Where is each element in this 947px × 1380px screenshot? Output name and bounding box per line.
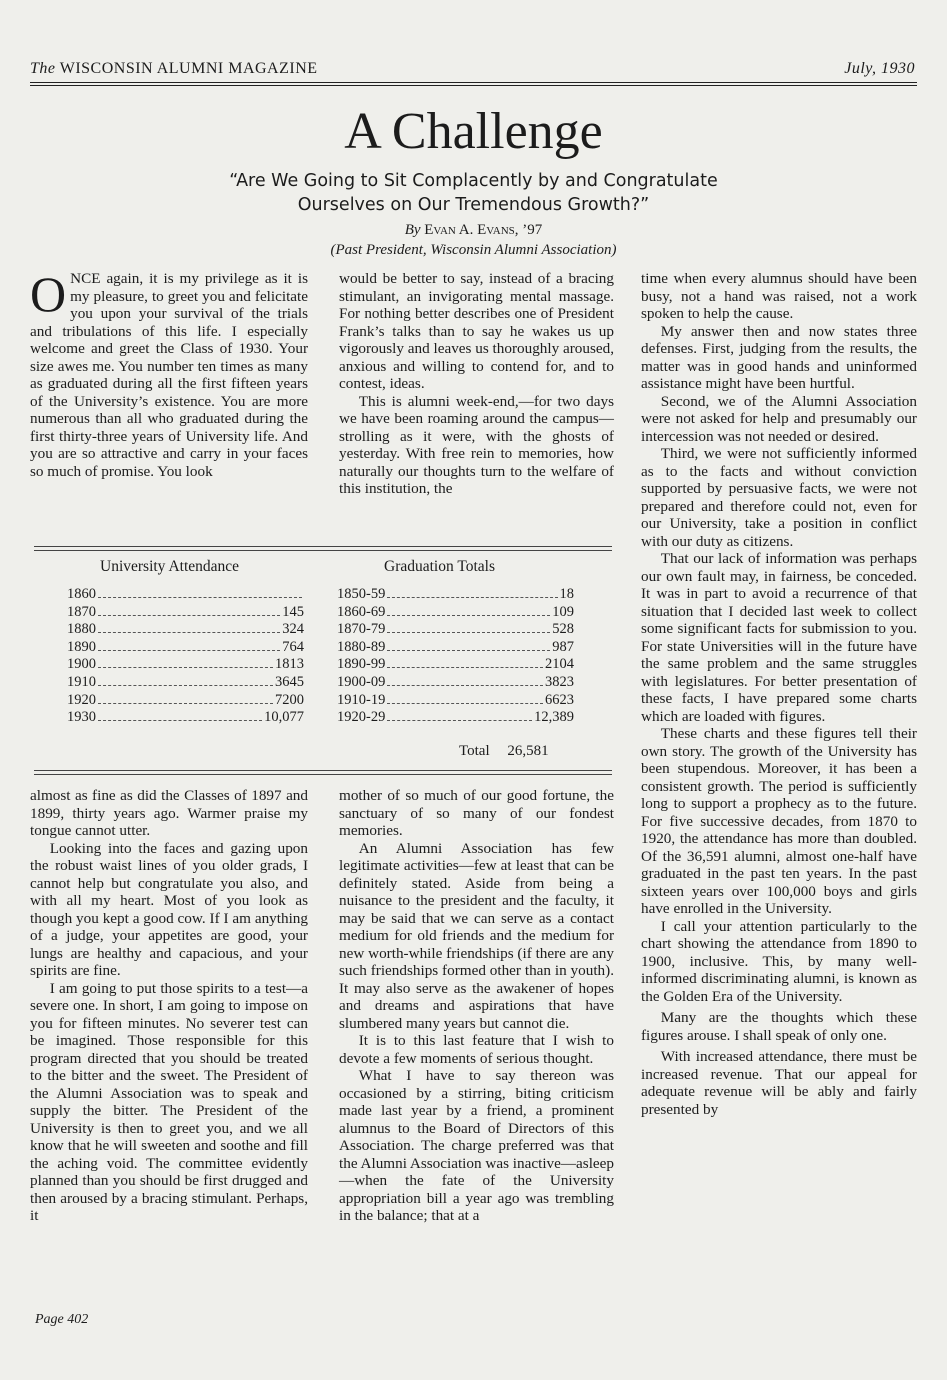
column-3 <box>641 270 917 1118</box>
table-row <box>67 692 304 710</box>
running-header <box>30 60 917 82</box>
paragraph: With increased attendance, there must be increased revenue. That our appeal for adequate revenue will be ably and fairly presented by <box>641 1048 917 1118</box>
row-value: 7200 <box>275 691 304 708</box>
row-value: 528 <box>552 621 574 638</box>
table-row <box>67 586 304 604</box>
leader-dots <box>387 615 550 616</box>
table-top-rule-double <box>34 550 612 551</box>
header-rule-double <box>30 85 917 86</box>
leader-dots <box>387 650 550 651</box>
leader-dots <box>98 685 273 686</box>
leader-dots <box>98 597 302 598</box>
byline: By Evan A. Evans, ’97 <box>404 222 543 238</box>
leader-dots <box>98 650 280 651</box>
column-1-top <box>30 266 308 480</box>
paragraph: mother of so much of our good fortune, the sanctuary of so many of our fondest memories. <box>339 787 614 839</box>
row-value: 10,077 <box>264 709 304 726</box>
table-bottom-rule-double <box>34 774 612 775</box>
row-label: 1910-19 <box>337 691 386 708</box>
leader-dots <box>387 685 543 686</box>
row-value: 18 <box>559 586 574 602</box>
article-subtitle: “Are We Going to Sit Complacently by and Congratulate Ourselves on Our Tremendous Growth?” <box>229 171 718 215</box>
paragraph: time when every alumnus should have been busy, not a hand was raised, not a work spoken to help the cause. <box>641 270 917 322</box>
article-title: A Challenge <box>344 103 603 160</box>
leader-dots <box>98 667 273 668</box>
paragraph: Third, we were not sufficiently informed as to the facts and without conviction supported by persuasive facts, we were not prepared and therefore could not, even for our University, take a position in conflict with our duty as citizens. <box>641 445 917 550</box>
table-row <box>337 586 574 604</box>
graduation-list <box>337 586 574 727</box>
paragraph: These charts and these figures tell their own story. The growth of the University has been stupendous. Moreover, it has been a consistent growth. The period is sufficiently long to support a prophecy as to the future. For five successive decades, from 1870 to 1920, the attendance has more than doubled. Of the 36,591 alumni, almost one-half have graduated in the past ten years. In the past sixteen years over 100,000 boys and girls have enrolled in the University. <box>641 725 917 917</box>
row-label: 1850-59 <box>337 586 386 602</box>
paragraph: would be better to say, instead of a bracing stimulant, an invigorating mental massage. For nothing better describes one of President Frank’s talks than to say he wakes us up vigorously and leaves us thoroughly aroused, anxious and willing to contend for, and to contest, ideas. <box>339 270 615 392</box>
table-row <box>337 604 574 622</box>
row-label: 1870 <box>67 603 96 620</box>
leader-dots <box>387 720 532 721</box>
row-value: 2104 <box>545 656 574 673</box>
row-value: 3645 <box>275 673 304 690</box>
row-label: 1890-99 <box>337 656 386 673</box>
table-row <box>67 639 304 657</box>
drop-cap: O <box>30 266 67 322</box>
row-label: 1860-69 <box>337 603 386 620</box>
leader-dots <box>98 703 273 704</box>
row-value: 324 <box>282 621 304 638</box>
table-row <box>67 604 304 622</box>
table-row <box>337 709 574 727</box>
paragraph: This is alumni week-end,—for two days we have been roaming around the campus—strolling as it were, with the ghosts of yesterday. With free rein to memories, how naturally our thoughts turn to the welfare of this institution, the <box>339 392 614 497</box>
column-2-top <box>339 270 614 498</box>
leader-dots <box>387 703 543 704</box>
row-value: 12,389 <box>534 709 574 726</box>
header-rule <box>30 82 917 83</box>
paragraph: Many are the thoughts which these figures arouse. I shall speak of only one. <box>641 1009 917 1044</box>
issue-date: July, 1930 <box>844 60 915 77</box>
paragraph: An Alumni Association has few legitimate activities—few at least that can be definitely stated. Aside from being a nuisance to the president and the faculty, it may be said that we can serve as a contact medium for old friends and the medium for new worth-while friendships (if there are any such friendships formed other than in youth). It may also serve as the awakener of hopes and dreams and aspirations that have slumbered many years but cannot die. <box>339 839 614 1032</box>
row-label: 1930 <box>67 709 96 726</box>
paragraph: I am going to put those spirits to a test—a severe one. In short, I am going to impose on you for fifteen minutes. No severer test can be imagined. Those responsible for this program directed that you should be treated to the bitter and the sweet. The President of the Alumni Association was to speak and supply the bitter. The President of the University is then to greet you, and we all know that he will sweeten and soothe and fill the aching void. The committee evidently planned than you should be first drugged and then aroused by a bracing stimulant. Perhaps, it <box>30 979 308 1224</box>
author-name: Evan A. Evans, ’97 <box>424 222 543 238</box>
total-value: 26,581 <box>507 743 549 759</box>
leader-dots <box>387 632 550 633</box>
paragraph: Looking into the faces and gazing upon the robust waist lines of you older grads, I cannot help but congratulate you also, and with all my heart. Most of you look as though you kept a good cow. If I am anything of a judge, your appetites are good, your lungs are healthy and capacious, and your spirits are fine. <box>30 839 308 979</box>
table-row <box>337 639 574 657</box>
row-label: 1890 <box>67 638 96 655</box>
graduation-heading: Graduation Totals <box>384 558 495 575</box>
row-label: 1870-79 <box>337 621 386 638</box>
row-value: 3823 <box>545 673 574 690</box>
total-label: Total <box>459 743 490 759</box>
table-row <box>67 674 304 692</box>
table-top-rule <box>34 546 612 547</box>
magazine-name: The WISCONSIN ALUMNI MAGAZINE <box>30 60 318 77</box>
row-label: 1880 <box>67 621 96 638</box>
paragraph: What I have to say thereon was occasioned by a stirring, biting criticism made last year by a friend, a prominent alumnus to the Board of Directors of this Association. The charge preferred was that the Alumni Association was inactive—asleep—when the fate of the University appropriation bill a year ago was trembling in the balance; that at a <box>339 1067 615 1224</box>
page-number: Page 402 <box>35 1312 89 1327</box>
row-value: 145 <box>282 603 304 620</box>
table-row <box>67 621 304 639</box>
row-label: 1900-09 <box>337 673 386 690</box>
row-value: 987 <box>552 638 574 655</box>
paragraph: That our lack of information was perhaps our own fault may, in fairness, be conceded. It was in part to avoid a recurrence of that situation that I decided last week to collect some significant facts for submission to you. For state Universities will in the future have the same problem and the same struggles with legislatures. For better presentation of these facts, I have prepared some charts which are loaded with figures. <box>641 550 917 725</box>
row-label: 1910 <box>67 673 96 690</box>
table-row <box>337 656 574 674</box>
column-2-bottom <box>339 787 614 1225</box>
author-role: (Past President, Wisconsin Alumni Association) <box>330 242 617 258</box>
row-label: 1860 <box>67 586 96 602</box>
table-row <box>337 674 574 692</box>
leader-dots <box>387 597 557 598</box>
row-value: 764 <box>282 638 304 655</box>
leader-dots <box>98 632 280 633</box>
attendance-heading: University Attendance <box>100 558 240 575</box>
table-row <box>67 709 304 727</box>
total-row <box>459 743 549 760</box>
table-row <box>67 656 304 674</box>
table-bottom-rule <box>34 770 612 771</box>
paragraph: I call your attention particularly to the chart showing the attendance from 1890 to 1900, inclusive. This, by many well-informed discriminating alumni, is known as the Golden Era of the University. <box>641 917 917 1005</box>
paragraph: Second, we of the Alumni Association were not asked for help and presumably our intercession was not needed or desired. <box>641 392 917 445</box>
table-row <box>337 621 574 639</box>
column-1-bottom <box>30 787 308 1225</box>
row-value: 6623 <box>545 691 574 708</box>
table-row <box>337 692 574 710</box>
row-label: 1920 <box>67 691 96 708</box>
leader-dots <box>387 667 543 668</box>
paragraph: almost as fine as did the Classes of 1897 and 1899, thirty years ago. Warmer praise my tongue cannot utter. <box>30 787 308 839</box>
row-value: 1813 <box>275 656 304 673</box>
attendance-list <box>67 586 304 727</box>
row-label: 1920-29 <box>337 709 386 726</box>
paragraph: My answer then and now states three defenses. First, judging from the results, the matter was in good hands and uninformed assistance might have been hurtful. <box>641 322 917 392</box>
paragraph: It is to this last feature that I wish to devote a few moments of serious thought. <box>339 1032 614 1067</box>
leader-dots <box>98 720 262 721</box>
leader-dots <box>98 615 280 616</box>
row-label: 1880-89 <box>337 638 386 655</box>
paragraph: ONCE again, it is my privilege as it is my pleasure, to greet you and felicitate you upon your survival of the trials and tribulations of this life. I especially welcome and greet the Class of 1930. Your size awes me. You number ten times as many as graduated during all the first fifteen years of the University’s existence. You are more numerous than all who graduated during the first thirty-three years of University life. And you are so attractive and carry in your faces so much of promise. You look <box>30 266 308 480</box>
row-label: 1900 <box>67 656 96 673</box>
row-value: 109 <box>552 603 574 620</box>
